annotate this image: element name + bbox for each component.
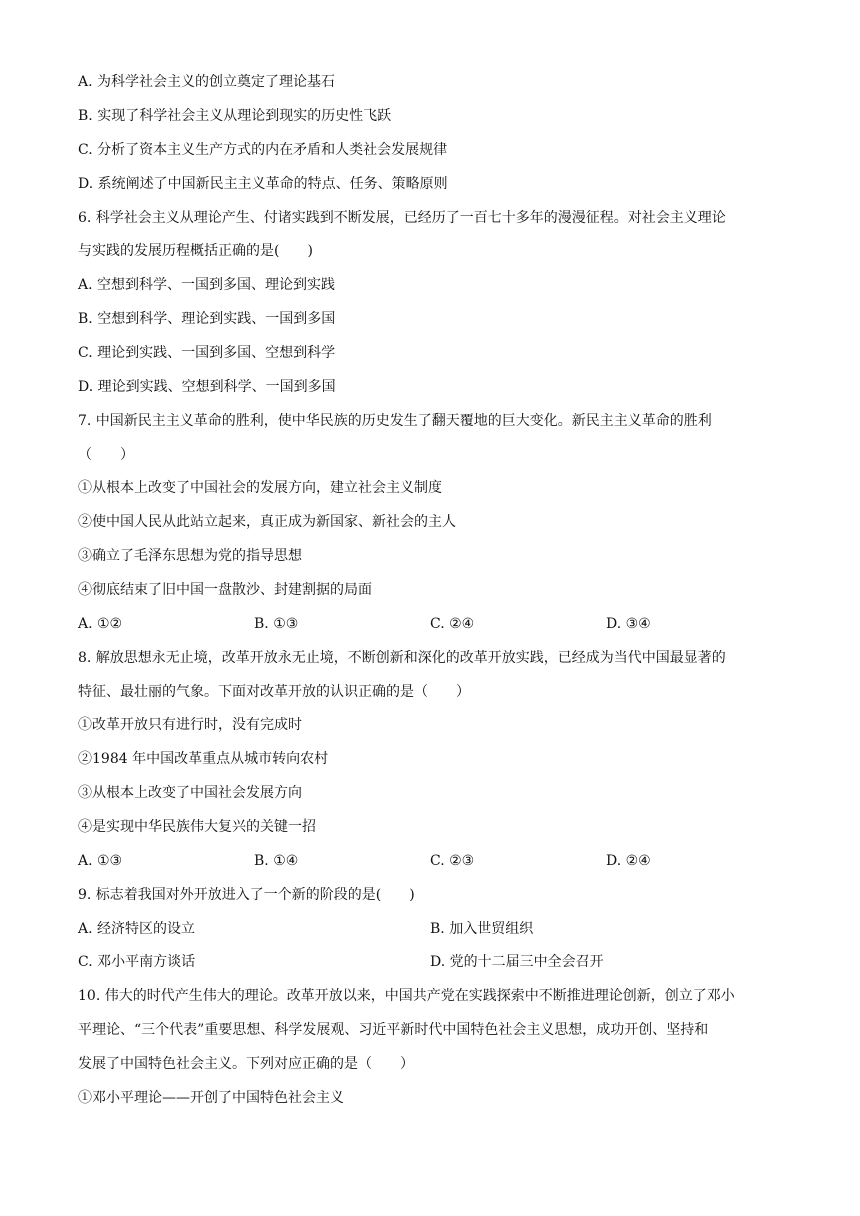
q7-statement-1: ①从根本上改变了中国社会的发展方向，建立社会主义制度 [78, 480, 442, 496]
q6-option-d: D. 理论到实践、空想到科学、一国到多国 [78, 379, 336, 395]
q5-option-c: C. 分析了资本主义生产方式的内在矛盾和人类社会发展规律 [78, 142, 448, 158]
q8-option-c: C. ②③ [430, 853, 475, 869]
q6-stem-line1: 6. 科学社会主义从理论产生、付诸实践到不断发展，已经历了一百七十多年的漫漫征程。对社会主义理论 [78, 210, 726, 226]
q6-option-c: C. 理论到实践、一国到多国、空想到科学 [78, 345, 336, 361]
q5-option-a: A. 为科学社会主义的创立奠定了理论基石 [78, 74, 336, 90]
q8-option-a: A. ①③ [78, 853, 123, 869]
q7-statement-4: ④彻底结束了旧中国一盘散沙、封建割据的局面 [78, 582, 372, 598]
q9-option-a: A. 经济特区的设立 [78, 921, 196, 937]
q5-option-d: D. 系统阐述了中国新民主主义革命的特点、任务、策略原则 [78, 176, 448, 192]
q8-option-b: B. ①④ [254, 853, 299, 869]
q7-stem-line2: （ ） [78, 447, 134, 463]
q8-stem-line2: 特征、最壮丽的气象。下面对改革开放的认识正确的是（ ） [78, 684, 470, 700]
q8-statement-1: ①改革开放只有进行时，没有完成时 [78, 717, 302, 733]
q7-statement-3: ③确立了毛泽东思想为党的指导思想 [78, 548, 302, 564]
q8-stem-line1: 8. 解放思想永无止境，改革开放永无止境，不断创新和深化的改革开放实践，已经成为当代中国最显著的 [78, 650, 726, 666]
q7-option-d: D. ③④ [606, 616, 651, 632]
q6-option-b: B. 空想到科学、理论到实践、一国到多国 [78, 311, 336, 327]
q7-option-b: B. ①③ [254, 616, 299, 632]
q7-option-c: C. ②④ [430, 616, 475, 632]
q8-option-d: D. ②④ [606, 853, 651, 869]
q7-stem-line1: 7. 中国新民主主义革命的胜利，使中华民族的历史发生了翻天覆地的巨大变化。新民主主义革命的胜利 [78, 413, 712, 429]
q9-option-c: C. 邓小平南方谈话 [78, 954, 196, 970]
q10-statement-1: ①邓小平理论——开创了中国特色社会主义 [78, 1090, 344, 1106]
q7-statement-2: ②使中国人民从此站立起来，真正成为新国家、新社会的主人 [78, 514, 456, 530]
q9-option-d: D. 党的十二届三中全会召开 [430, 954, 604, 970]
q7-option-a: A. ①② [78, 616, 123, 632]
q5-option-b: B. 实现了科学社会主义从理论到现实的历史性飞跃 [78, 108, 392, 124]
q9-option-b: B. 加入世贸组织 [430, 921, 534, 937]
q8-statement-2: ②1984 年中国改革重点从城市转向农村 [78, 751, 329, 767]
q10-stem-line3: 发展了中国特色社会主义。下列对应正确的是（ ） [78, 1056, 414, 1072]
q9-stem: 9. 标志着我国对外开放进入了一个新的阶段的是( ) [78, 887, 415, 903]
q10-stem-line1: 10. 伟大的时代产生伟大的理论。改革开放以来，中国共产党在实践探索中不断推进理论创新，创立了邓小 [78, 988, 735, 1004]
q6-option-a: A. 空想到科学、一国到多国、理论到实践 [78, 277, 336, 293]
q8-statement-3: ③从根本上改变了中国社会发展方向 [78, 785, 302, 801]
q6-stem-line2: 与实践的发展历程概括正确的是( ) [78, 243, 313, 259]
q10-stem-line2: 平理论、“三个代表”重要思想、科学发展观、习近平新时代中国特色社会主义思想，成功开创、坚持和 [78, 1022, 709, 1038]
q8-statement-4: ④是实现中华民族伟大复兴的关键一招 [78, 819, 316, 835]
